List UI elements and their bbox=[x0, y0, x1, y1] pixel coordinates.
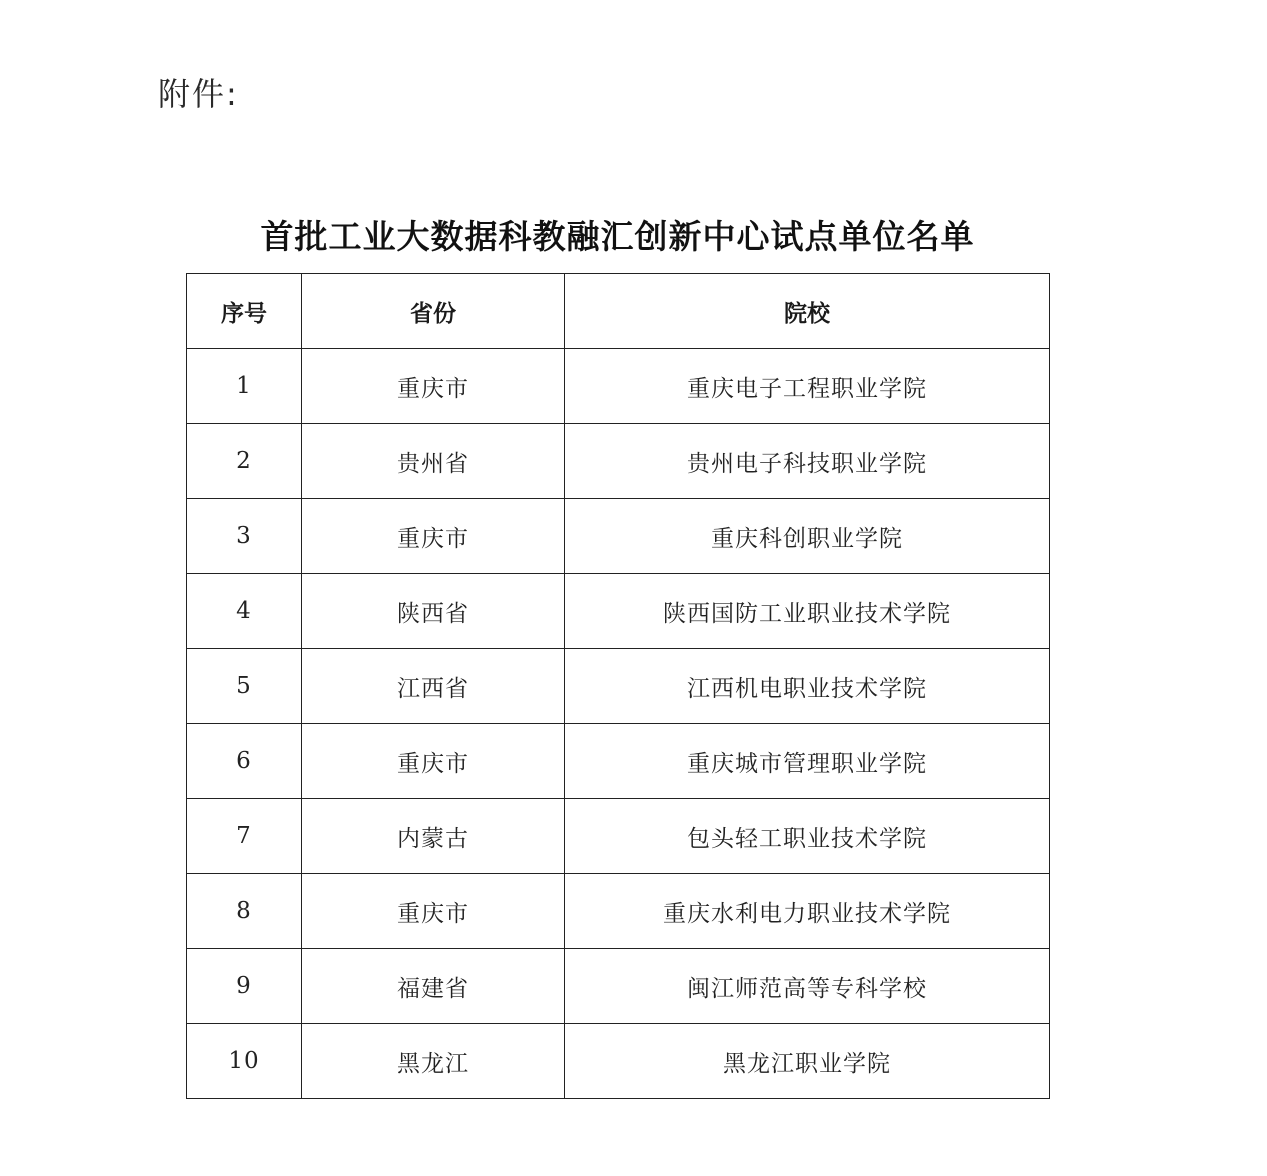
cell-province: 贵州省 bbox=[302, 424, 565, 499]
cell-school: 重庆水利电力职业技术学院 bbox=[565, 874, 1050, 949]
cell-province: 重庆市 bbox=[302, 499, 565, 574]
header-index: 序号 bbox=[187, 274, 302, 349]
cell-school: 重庆科创职业学院 bbox=[565, 499, 1050, 574]
document-title: 首批工业大数据科教融汇创新中心试点单位名单 bbox=[260, 217, 975, 256]
cell-index: 8 bbox=[187, 874, 302, 949]
table-row bbox=[187, 1024, 1050, 1099]
table-row bbox=[187, 424, 1050, 499]
table-row bbox=[187, 649, 1050, 724]
table-row bbox=[187, 499, 1050, 574]
cell-index: 3 bbox=[187, 499, 302, 574]
cell-index: 2 bbox=[187, 424, 302, 499]
cell-province: 重庆市 bbox=[302, 724, 565, 799]
table-row bbox=[187, 874, 1050, 949]
header-province: 省份 bbox=[302, 274, 565, 349]
cell-province: 重庆市 bbox=[302, 874, 565, 949]
cell-province: 福建省 bbox=[302, 949, 565, 1024]
cell-school: 闽江师范高等专科学校 bbox=[565, 949, 1050, 1024]
cell-school: 包头轻工职业技术学院 bbox=[565, 799, 1050, 874]
cell-province: 内蒙古 bbox=[302, 799, 565, 874]
cell-school: 陕西国防工业职业技术学院 bbox=[565, 574, 1050, 649]
cell-province: 江西省 bbox=[302, 649, 565, 724]
cell-school: 贵州电子科技职业学院 bbox=[565, 424, 1050, 499]
table-row bbox=[187, 349, 1050, 424]
cell-index: 1 bbox=[187, 349, 302, 424]
table-row bbox=[187, 949, 1050, 1024]
table-header-row bbox=[187, 274, 1050, 349]
cell-index: 10 bbox=[187, 1024, 302, 1099]
cell-index: 6 bbox=[187, 724, 302, 799]
pilot-units-table bbox=[186, 273, 1050, 1099]
cell-index: 5 bbox=[187, 649, 302, 724]
attachment-label: 附件: bbox=[158, 75, 239, 113]
table-row bbox=[187, 574, 1050, 649]
cell-school: 重庆城市管理职业学院 bbox=[565, 724, 1050, 799]
table-row bbox=[187, 724, 1050, 799]
cell-index: 7 bbox=[187, 799, 302, 874]
cell-province: 重庆市 bbox=[302, 349, 565, 424]
cell-school: 重庆电子工程职业学院 bbox=[565, 349, 1050, 424]
cell-index: 4 bbox=[187, 574, 302, 649]
cell-index: 9 bbox=[187, 949, 302, 1024]
cell-school: 江西机电职业技术学院 bbox=[565, 649, 1050, 724]
cell-province: 陕西省 bbox=[302, 574, 565, 649]
cell-province: 黑龙江 bbox=[302, 1024, 565, 1099]
header-school: 院校 bbox=[565, 274, 1050, 349]
cell-school: 黑龙江职业学院 bbox=[565, 1024, 1050, 1099]
table-row bbox=[187, 799, 1050, 874]
